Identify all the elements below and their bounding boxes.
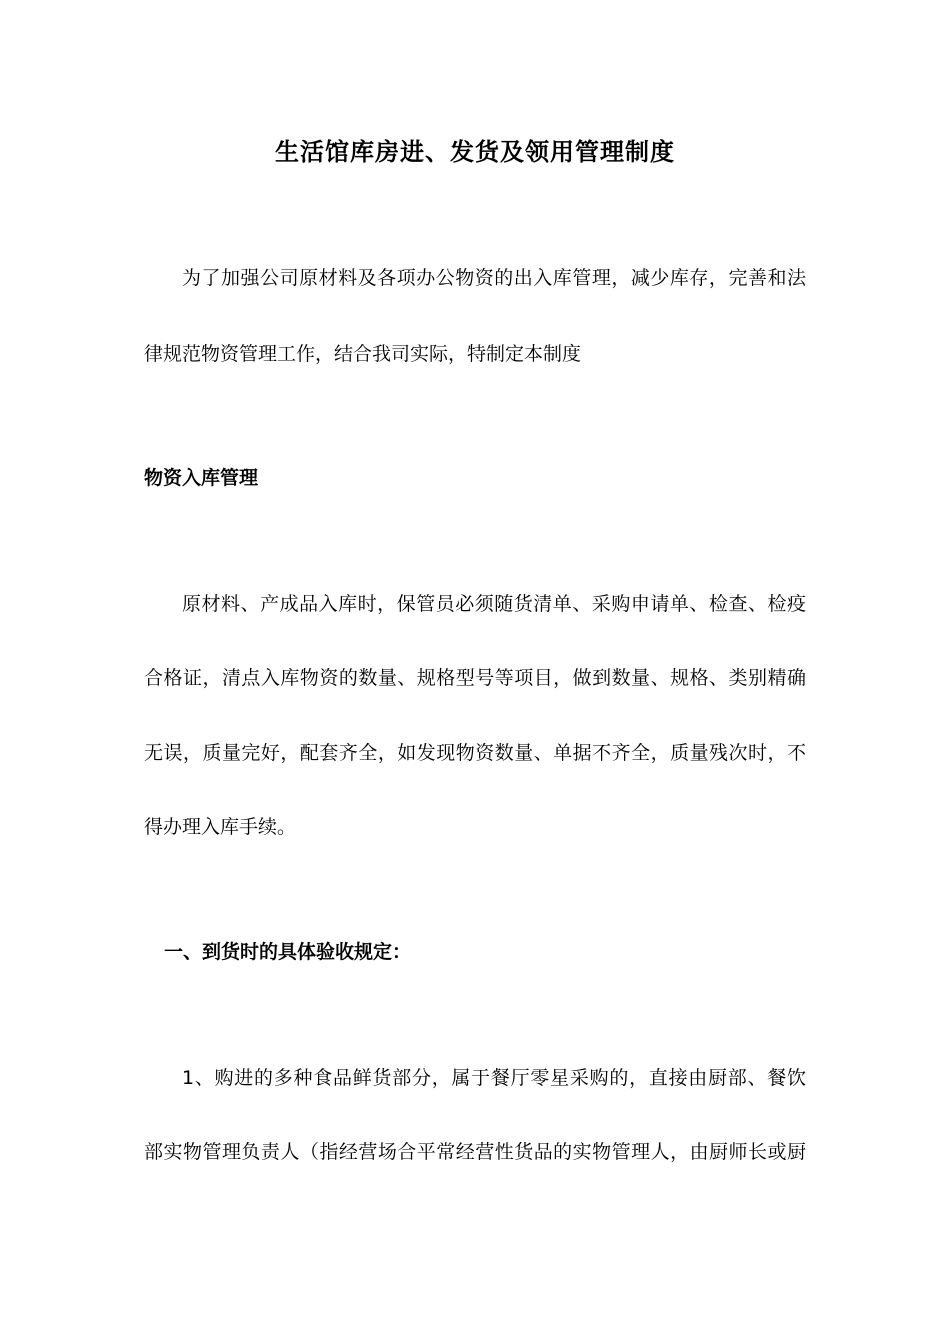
document-title: 生活馆库房进、发货及领用管理制度 xyxy=(275,138,675,166)
subsection-heading-acceptance: 一、到货时的具体验收规定： xyxy=(164,941,412,963)
paragraph-line: 得办理入库手续。 xyxy=(144,816,297,838)
paragraph-line: 1、购进的多种食品鲜货部分，属于餐厅零星采购的，直接由厨部、餐饮 xyxy=(182,1067,806,1089)
intro-line-1: 为了加强公司原材料及各项办公物资的出入库管理，减少库存，完善和法 xyxy=(182,267,806,289)
intro-line-2: 律规范物资管理工作，结合我司实际，特制定本制度 xyxy=(144,343,582,365)
paragraph-line: 无误，质量完好，配套齐全，如发现物资数量、单据不齐全，质量残次时，不 xyxy=(144,742,806,764)
section-heading-inbound: 物资入库管理 xyxy=(144,467,259,489)
paragraph-line: 原材料、产成品入库时，保管员必须随货清单、采购申请单、检查、检疫 xyxy=(182,593,806,615)
paragraph-line: 合格证，清点入库物资的数量、规格型号等项目，做到数量、规格、类别精确 xyxy=(144,667,806,689)
paragraph-line: 部实物管理负责人（指经营场合平常经营性货品的实物管理人，由厨师长或厨 xyxy=(144,1141,806,1163)
